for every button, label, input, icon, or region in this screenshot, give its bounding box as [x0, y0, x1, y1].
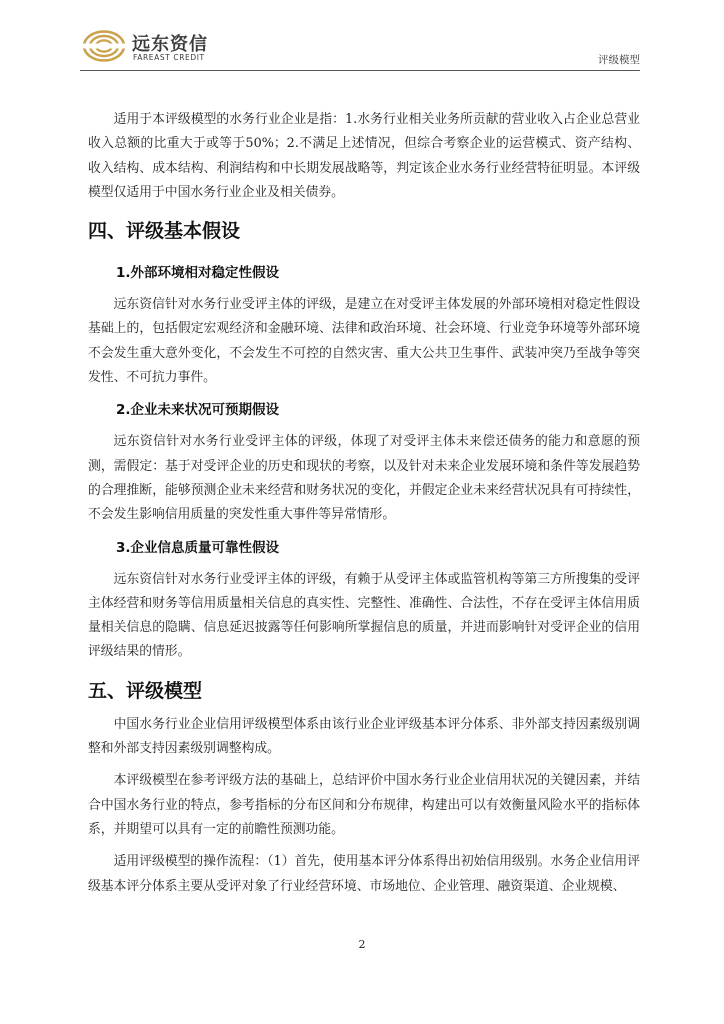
page-header: [80, 26, 640, 70]
subsection-4-1-paragraph: 远东资信针对水务行业受评主体的评级，是建立在对受评主体发展的外部环境相对稳定性假设基础上的，包括假定宏观经济和金融环境、法律和政治环境、社会环境、行业竞争环境等外部环境不会发生重大意外变化，不会发生不可控的自然灾害、重大公共卫生事件、武装冲突乃至战争等突发性、不可抗力事件。: [88, 297, 640, 386]
subsection-4-3-heading: 3.企业信息质量可靠性假设: [116, 539, 280, 556]
section-5-paragraph-3: 适用评级模型的操作流程：（1）首先，使用基本评分体系得出初始信用级别。水务企业信用评级基本评分体系主要从受评对象了行业经营环境、市场地位、企业管理、融资渠道、企业规模、: [88, 854, 641, 894]
logo-chinese-name: 远东资信: [132, 34, 208, 55]
subsection-4-2-paragraph: 远东资信针对水务行业受评主体的评级，体现了对受评主体未来偿还债务的能力和意愿的预测，需假定：基于对受评企业的历史和现状的考察，以及针对未来企业发展环境和条件等发展趋势的合理推断，能够预测企业未来经营和财务状况的变化，并假定企业未来经营状况具有可持续性，不会发生影响信用质量的突发性重大事件等异常情形。: [88, 434, 640, 523]
section-5-heading: 五、评级模型: [88, 679, 203, 702]
header-section-label: 评级模型: [598, 54, 640, 66]
section-5-paragraph-1: 中国水务行业企业信用评级模型体系由该行业企业评级基本评分体系、非外部支持因素级别调整和外部支持因素级别调整构成。: [88, 716, 640, 757]
page-number: 2: [358, 938, 366, 951]
subsection-4-1-heading: 1.外部环境相对稳定性假设: [116, 265, 280, 282]
company-logo: [80, 26, 280, 66]
fareast-credit-logo-icon: [82, 29, 126, 63]
subsection-4-3-paragraph: 远东资信针对水务行业受评主体的评级，有赖于从受评主体或监管机构等第三方所搜集的受评主体经营和财务等信用质量相关信息的真实性、完整性、准确性、合法性，不存在受评主体信用质量相关信息的隐瞒、信息延迟披露等任何影响所掌握信息的质量，并进而影响针对受评企业的信用评级结果的情形。: [88, 571, 640, 660]
subsection-4-2-heading: 2.企业未来状况可预期假设: [116, 402, 280, 419]
logo-english-name: FAREAST CREDIT: [133, 53, 205, 62]
intro-paragraph: 适用于本评级模型的水务行业企业是指：1.水务行业相关业务所贡献的营业收入占企业总营业收入总额的比重大于或等于50%；2.不满足上述情况，但综合考察企业的运营模式、资产结构、收入结构、成本结构、利润结构和中长期发展战略等，判定该企业水务行业经营特征明显。本评级模型仅适用于中国水务行业企业及相关债券。: [88, 112, 640, 200]
section-4-heading: 四、评级基本假设: [88, 220, 241, 243]
header-divider: [80, 70, 640, 71]
document-body: [88, 108, 640, 899]
section-5-paragraph-2: 本评级模型在参考评级方法的基础上，总结评价中国水务行业企业信用状况的关键因素，并结合中国水务行业的特点，参考指标的分布区间和分布规律，构建出可以有效衡量风险水平的指标体系，并期望可以具有一定的前瞻性预测功能。: [88, 773, 640, 837]
